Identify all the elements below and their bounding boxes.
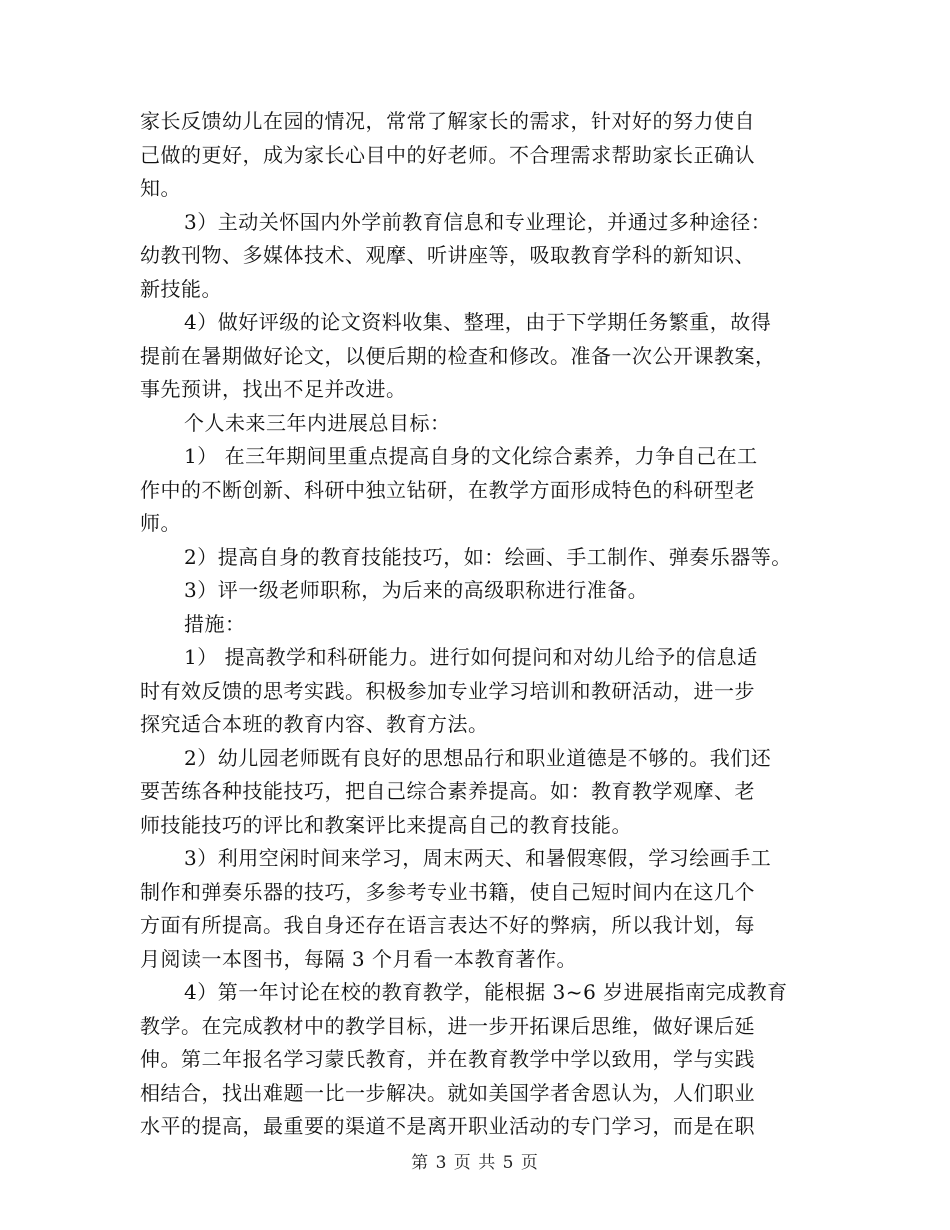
text-line: 探究适合本班的教育内容、教育方法。 (140, 712, 489, 736)
text-line: 提前在暑期做好论文，以便后期的检查和修改。准备一次公开课教案， (140, 343, 776, 368)
text-line: 3）主动关怀国内外学前教育信息和专业理论，并通过多种途径： (184, 209, 772, 234)
text-line: 相结合，找出难题一比一步解决。就如美国学者舍恩认为，人们职业 (140, 1080, 755, 1105)
text-line: 3）评一级老师职称，为后来的高级职称进行准备。 (184, 578, 649, 602)
page-number-footer: 第 3 页 共 5 页 (411, 1153, 539, 1173)
text-line: 2）幼儿园老师既有良好的思想品行和职业道德是不够的。我们还 (184, 745, 772, 770)
text-line: 3）利用空闲时间来学习，周末两天、和暑假寒假，学习绘画手工 (184, 846, 772, 870)
text-line: 知。 (140, 176, 181, 200)
text-line: 师技能技巧的评比和教案评比来提高自己的教育技能。 (140, 812, 632, 837)
text-line: 1） 提高教学和科研能力。进行如何提问和对幼儿给予的信息适 (184, 645, 758, 669)
text-line: 教学。在完成教材中的教学目标，进一步开拓课后思维，做好课后延 (140, 1013, 755, 1038)
text-line: 要苦练各种技能技巧，把自己综合素养提高。如：教育教学观摩、老 (140, 779, 755, 803)
text-line: 伸。第二年报名学习蒙氏教育，并在教育教学中学以致用，学与实践 (140, 1047, 755, 1071)
text-line: 己做的更好，成为家长心目中的好老师。不合理需求帮助家长正确认 (140, 142, 755, 167)
text-line: 事先预讲，找出不足并改进。 (140, 377, 407, 401)
text-line: 个人未来三年内进展总目标： (184, 410, 451, 435)
text-line: 月阅读一本图书，每隔 3 个月看一本教育著作。 (140, 946, 577, 971)
text-line: 作中的不断创新、科研中独立钻研，在教学方面形成特色的科研型老 (140, 477, 755, 502)
text-line: 师。 (140, 511, 181, 535)
text-line: 制作和弹奏乐器的技巧，多参考专业书籍，使自己短时间内在这几个 (140, 879, 755, 904)
document-body (140, 105, 820, 1144)
text-line: 新技能。 (140, 276, 222, 301)
text-line: 方面有所提高。我自身还存在语言表达不好的弊病，所以我计划，每 (140, 913, 755, 937)
text-line: 1） 在三年期间里重点提高自身的文化综合素养，力争自己在工 (184, 444, 758, 468)
text-line: 时有效反馈的思考实践。积极参加专业学习培训和教研活动，进一步 (140, 678, 755, 703)
text-line: 幼教刊物、多媒体技术、观摩、听讲座等，吸取教育学科的新知识、 (140, 243, 755, 267)
text-line: 4）第一年讨论在校的教育教学，能根据 3~6 岁进展指南完成教育 (184, 980, 788, 1004)
text-line: 4）做好评级的论文资料收集、整理，由于下学期任务繁重，故得 (184, 310, 772, 334)
text-line: 措施： (184, 611, 246, 636)
text-line: 2）提高自身的教育技能技巧，如：绘画、手工制作、弹奏乐器等。 (184, 544, 792, 569)
text-line: 家长反馈幼儿在园的情况，常常了解家长的需求，针对好的努力使自 (140, 109, 755, 133)
text-line: 水平的提高，最重要的渠道不是离开职业活动的专门学习，而是在职 (140, 1114, 755, 1138)
